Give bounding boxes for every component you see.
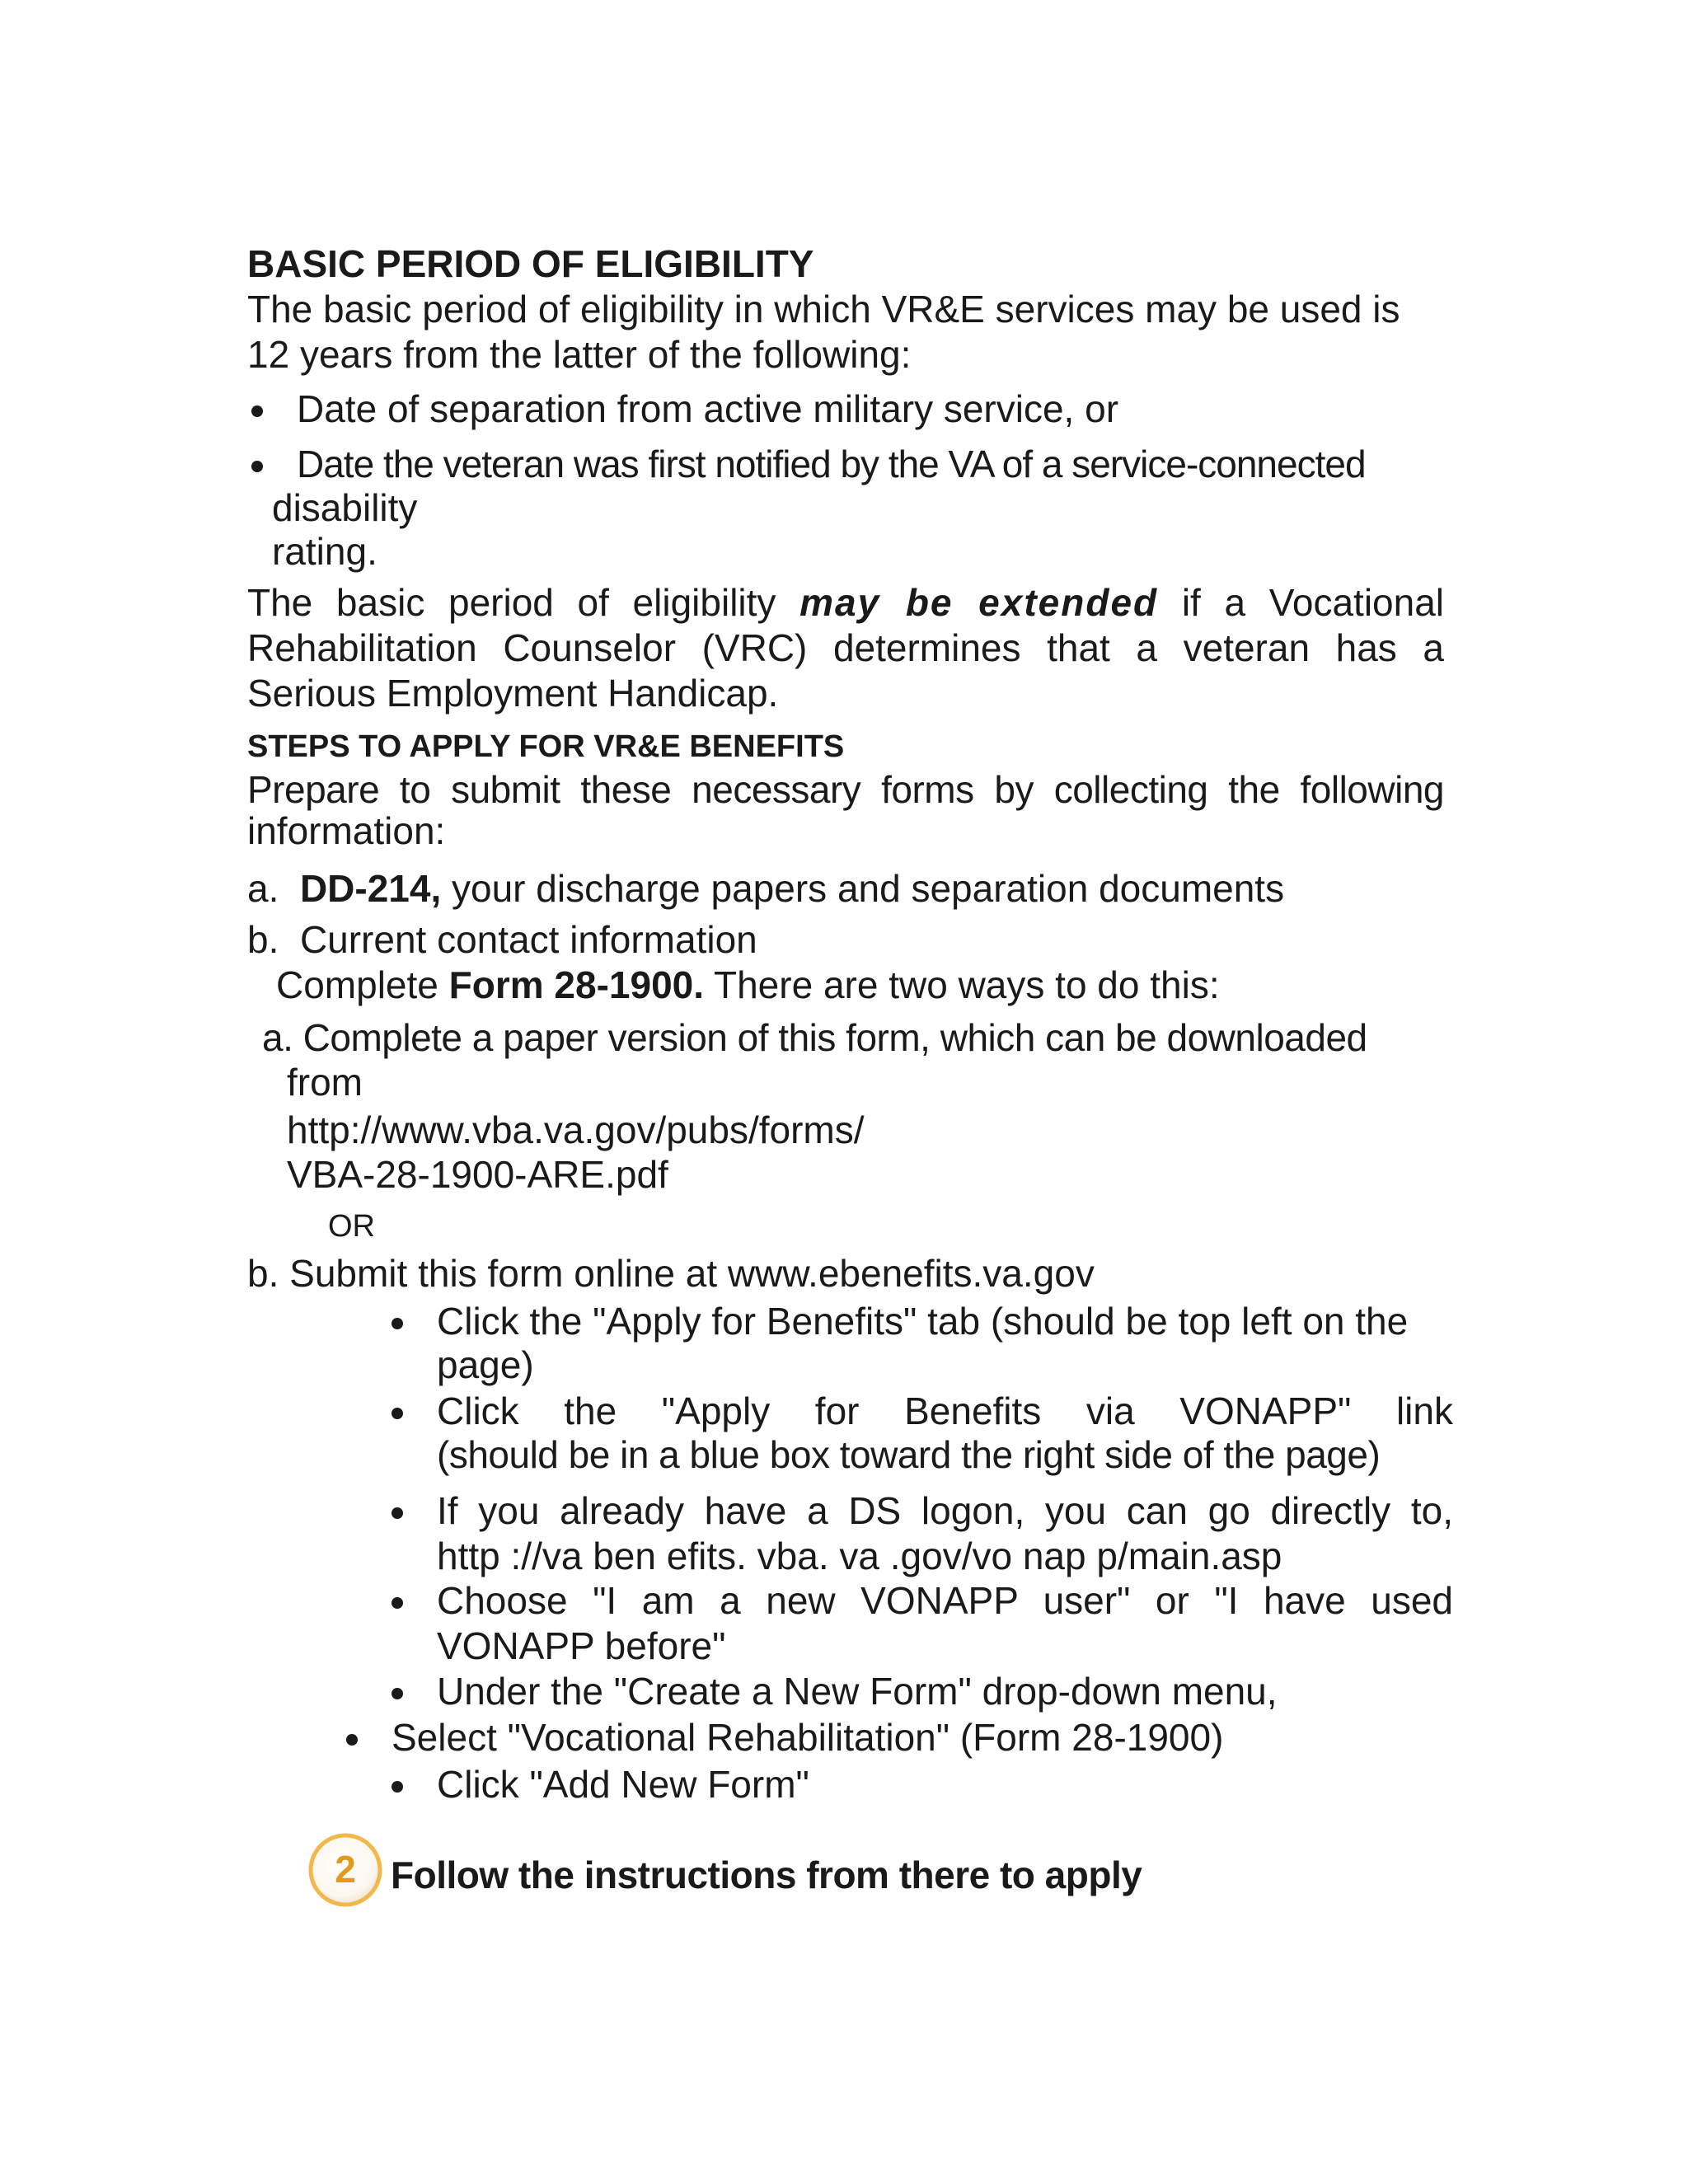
extension-emphasis: may be extended	[799, 581, 1159, 624]
bullet-dot	[251, 405, 263, 417]
step-apply-tab-line-2: page)	[437, 1343, 534, 1386]
prepare-line-1: Prepare to submit these necessary forms by collecting the following	[247, 768, 1444, 811]
step-ds-logon-line-1: If you already have a DS logon, you can go directly to,	[437, 1489, 1453, 1532]
step-apply-tab-line-1: Click the "Apply for Benefits" tab (should be top left on the	[437, 1300, 1409, 1343]
extension-line-2: Rehabilitation Counselor (VRC) determines that a veteran has a	[247, 626, 1444, 669]
bullet-notified-line-2: disability	[272, 486, 418, 529]
step-create-form: Under the "Create a New Form" drop-down menu,	[437, 1670, 1278, 1713]
option-a-line-2: from	[287, 1061, 363, 1104]
intro-line-1: The basic period of eligibility in which VR&E services may be used is	[247, 288, 1400, 330]
extension-line-3: Serious Employment Handicap.	[247, 672, 779, 715]
section-heading-eligibility: BASIC PERIOD OF ELIGIBILITY	[247, 242, 814, 285]
section-heading-steps: STEPS TO APPLY FOR VR&E BENEFITS	[247, 729, 845, 764]
bullet-separation: Date of separation from active military service, or	[297, 387, 1119, 430]
final-instruction: Follow the instructions from there to apply	[391, 1854, 1142, 1896]
bullet-dot	[392, 1597, 403, 1609]
step-number-badge	[307, 1831, 384, 1909]
option-b-online: b. Submit this form online at www.ebenefits.va.gov	[247, 1252, 1095, 1295]
item-contact-info: b. Current contact information	[247, 918, 757, 961]
step-vonapp-link-line-2: (should be in a blue box toward the right side of the page)	[437, 1433, 1381, 1476]
item-dd214: a. DD-214, your discharge papers and separation documents	[247, 867, 1285, 910]
bullet-notified-line-3: rating.	[272, 530, 377, 573]
paper-form-url-1[interactable]: http://www.vba.va.gov/pubs/forms/	[287, 1108, 865, 1151]
bullet-dot	[392, 1507, 403, 1519]
bullet-dot	[251, 461, 263, 472]
bullet-dot	[392, 1408, 403, 1419]
step-add-new-form: Click "Add New Form"	[437, 1763, 809, 1806]
bullet-dot	[392, 1318, 403, 1329]
option-a-line-1: a. Complete a paper version of this form, which can be downloaded	[262, 1016, 1367, 1059]
vonapp-url[interactable]: http ://va ben efits. vba. va .gov/vo nap p/main.asp	[437, 1535, 1282, 1577]
paper-form-url-2[interactable]: VBA-28-1900-ARE.pdf	[287, 1153, 668, 1196]
step-number: 2	[335, 1848, 356, 1891]
prepare-line-2: information:	[247, 809, 446, 852]
step-choose-user-line-1: Choose "I am a new VONAPP user" or "I have used	[437, 1579, 1453, 1622]
or-separator: OR	[328, 1209, 375, 1244]
bullet-dot	[346, 1734, 358, 1746]
bullet-notified-line-1: Date the veteran was first notified by the VA of a service-connected	[297, 443, 1366, 485]
complete-form-line: Complete Form 28-1900. There are two ways to do this:	[276, 963, 1220, 1006]
extension-line-1: The basic period of eligibility may be extended if a Vocational	[247, 581, 1445, 624]
intro-line-2: 12 years from the latter of the following:	[247, 333, 912, 376]
bullet-dot	[392, 1781, 403, 1793]
bullet-dot	[392, 1688, 403, 1699]
step-vonapp-link-line-1: Click the "Apply for Benefits via VONAPP" link	[437, 1390, 1453, 1432]
step-choose-user-line-2: VONAPP before"	[437, 1624, 726, 1667]
step-select-vocational: Select "Vocational Rehabilitation" (Form 28-1900)	[392, 1716, 1224, 1759]
